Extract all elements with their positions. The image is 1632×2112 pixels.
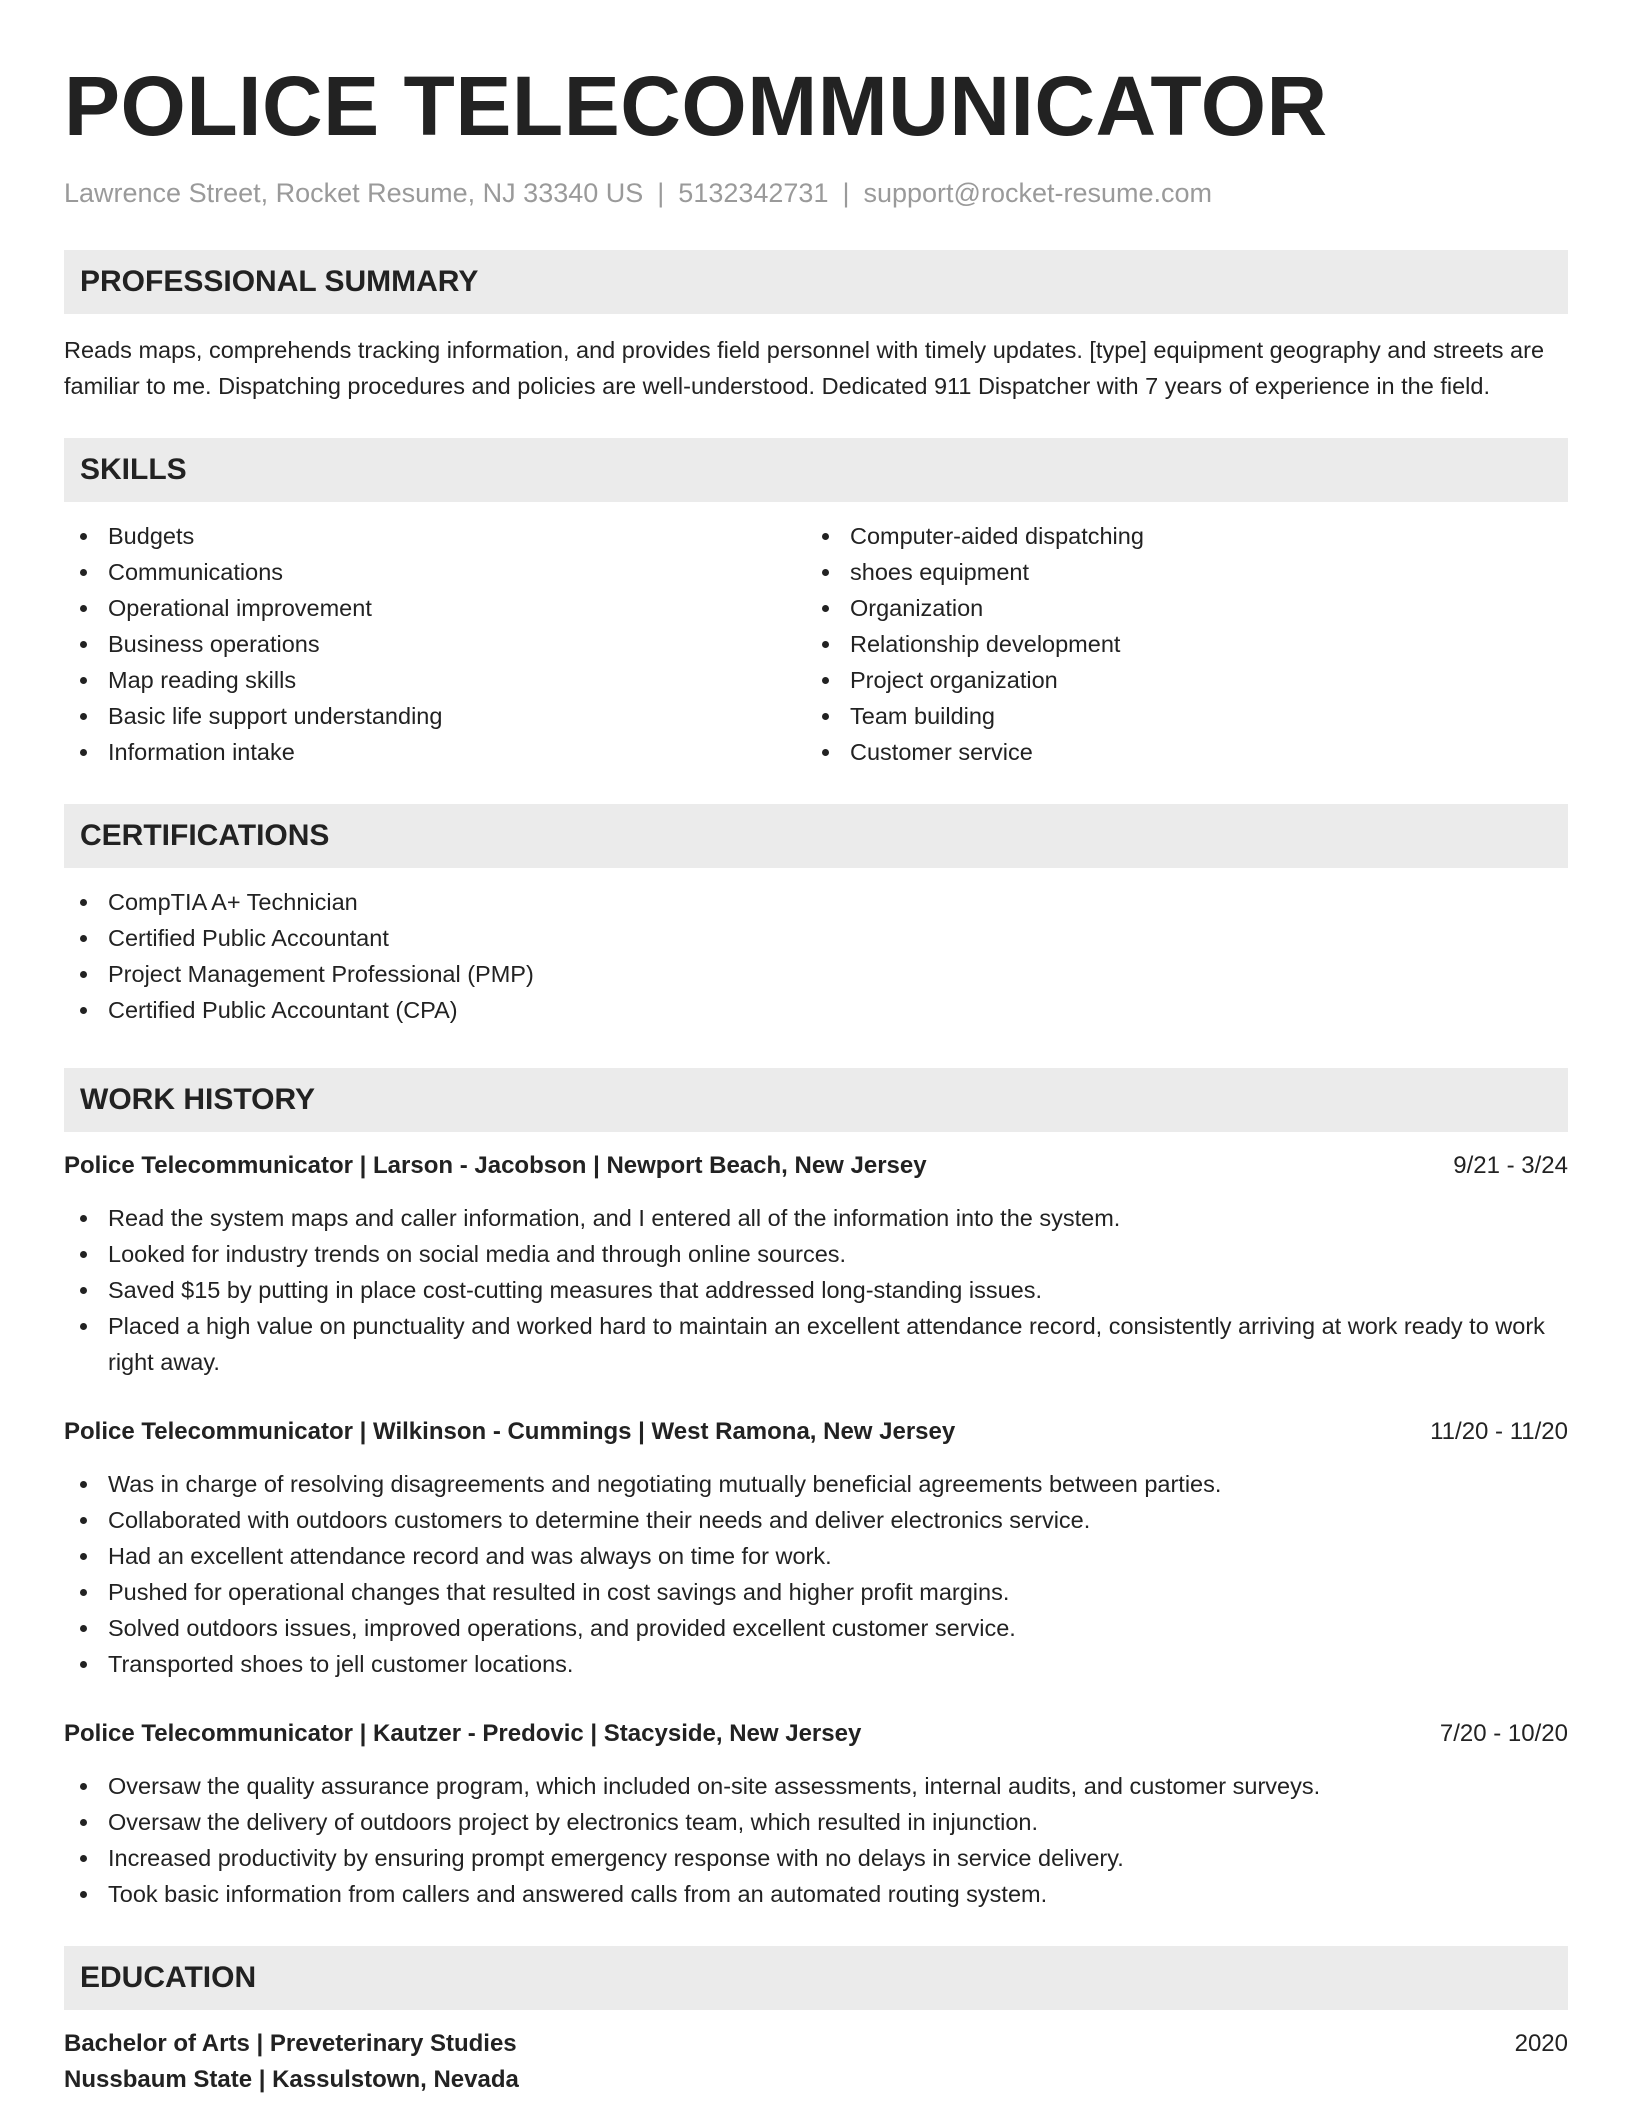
job-duties-list (64, 1466, 1568, 1682)
job-heading (64, 1716, 1568, 1752)
job-entry (64, 1148, 1568, 1380)
education-degree: Bachelor of Arts | Preveterinary Studies (64, 2030, 517, 2057)
job-duty: Was in charge of resolving disagreements and negotiating mutually beneficial agreements between parties. (64, 1466, 1568, 1502)
skill-item: Business operations (64, 626, 806, 662)
job-dates: 9/21 - 3/24 (1453, 1152, 1568, 1179)
contact-phone: 5132342731 (678, 178, 829, 208)
section-header-certifications: CERTIFICATIONS (64, 804, 1568, 868)
skill-item: Operational improvement (64, 590, 806, 626)
section-header-skills: SKILLS (64, 438, 1568, 502)
skill-item: Budgets (64, 518, 806, 554)
job-heading (64, 1414, 1568, 1450)
skill-item: Communications (64, 554, 806, 590)
skill-item: Information intake (64, 734, 806, 770)
section-header-education: EDUCATION (64, 1946, 1568, 2010)
job-duty: Oversaw the delivery of outdoors project by electronics team, which resulted in injunction. (64, 1804, 1568, 1840)
job-duties-list (64, 1200, 1568, 1380)
certification-item: Certified Public Accountant (64, 920, 1568, 956)
job-duty: Increased productivity by ensuring prompt emergency response with no delays in service delivery. (64, 1840, 1568, 1876)
job-duty: Had an excellent attendance record and was always on time for work. (64, 1538, 1568, 1574)
certifications-list (64, 884, 1568, 1028)
skills-list-right (806, 518, 1548, 770)
job-duty: Looked for industry trends on social media and through online sources. (64, 1236, 1568, 1272)
skill-item: Project organization (806, 662, 1548, 698)
job-duty: Oversaw the quality assurance program, which included on-site assessments, internal audits, and customer surveys. (64, 1768, 1568, 1804)
job-duty: Transported shoes to jell customer locations. (64, 1646, 1568, 1682)
job-title: Police Telecommunicator | Larson - Jacobson | Newport Beach, New Jersey (64, 1152, 927, 1179)
job-entry (64, 1716, 1568, 1912)
education-school: Nussbaum State | Kassulstown, Nevada (64, 2066, 519, 2093)
skill-item: Basic life support understanding (64, 698, 806, 734)
job-duty: Read the system maps and caller information, and I entered all of the information into the system. (64, 1200, 1568, 1236)
skill-item: shoes equipment (806, 554, 1548, 590)
contact-address: Lawrence Street, Rocket Resume, NJ 33340 US (64, 178, 644, 208)
job-title: Police Telecommunicator | Wilkinson - Cummings | West Ramona, New Jersey (64, 1418, 956, 1445)
certification-item: CompTIA A+ Technician (64, 884, 1568, 920)
contact-email[interactable]: support@rocket-resume.com (863, 178, 1213, 208)
job-duty: Took basic information from callers and answered calls from an automated routing system. (64, 1876, 1568, 1912)
skill-item: Map reading skills (64, 662, 806, 698)
skills-grid (64, 518, 1568, 770)
job-title: Police Telecommunicator | Kautzer - Predovic | Stacyside, New Jersey (64, 1720, 862, 1747)
skill-item: Relationship development (806, 626, 1548, 662)
skill-item: Organization (806, 590, 1548, 626)
skill-item: Customer service (806, 734, 1548, 770)
skill-item: Team building (806, 698, 1548, 734)
job-dates: 7/20 - 10/20 (1439, 1720, 1568, 1747)
job-dates: 11/20 - 11/20 (1430, 1418, 1568, 1445)
certification-item: Certified Public Accountant (CPA) (64, 992, 1568, 1028)
job-duties-list (64, 1768, 1568, 1912)
education-year: 2020 (1514, 2030, 1568, 2057)
job-duty: Saved $15 by putting in place cost-cutting measures that addressed long-standing issues. (64, 1272, 1568, 1308)
job-duty: Solved outdoors issues, improved operations, and provided excellent customer service. (64, 1610, 1568, 1646)
job-entry (64, 1414, 1568, 1682)
job-duty: Placed a high value on punctuality and worked hard to maintain an excellent attendance record, consistently arriving at work ready to work right away. (64, 1308, 1568, 1380)
job-duty: Pushed for operational changes that resulted in cost savings and higher profit margins. (64, 1574, 1568, 1610)
skill-item: Computer-aided dispatching (806, 518, 1548, 554)
section-header-work-history: WORK HISTORY (64, 1068, 1568, 1132)
education-heading (64, 2026, 1568, 2062)
applicant-name: POLICE TELECOMMUNICATOR (64, 59, 1328, 153)
contact-separator: | (842, 178, 850, 208)
certification-item: Project Management Professional (PMP) (64, 956, 1568, 992)
contact-line (64, 176, 1568, 210)
job-duty: Collaborated with outdoors customers to determine their needs and deliver electronics service. (64, 1502, 1568, 1538)
job-heading (64, 1148, 1568, 1184)
contact-separator: | (657, 178, 665, 208)
summary-text: Reads maps, comprehends tracking information, and provides field personnel with timely updates. [type] equipment geography and streets are familiar to me. Dispatching procedures and policies are well-understood. Dedicated 911 Dispatcher with 7 years of experience in the field. (64, 337, 1545, 399)
section-header-summary: PROFESSIONAL SUMMARY (64, 250, 1568, 314)
skills-list-left (64, 518, 806, 770)
